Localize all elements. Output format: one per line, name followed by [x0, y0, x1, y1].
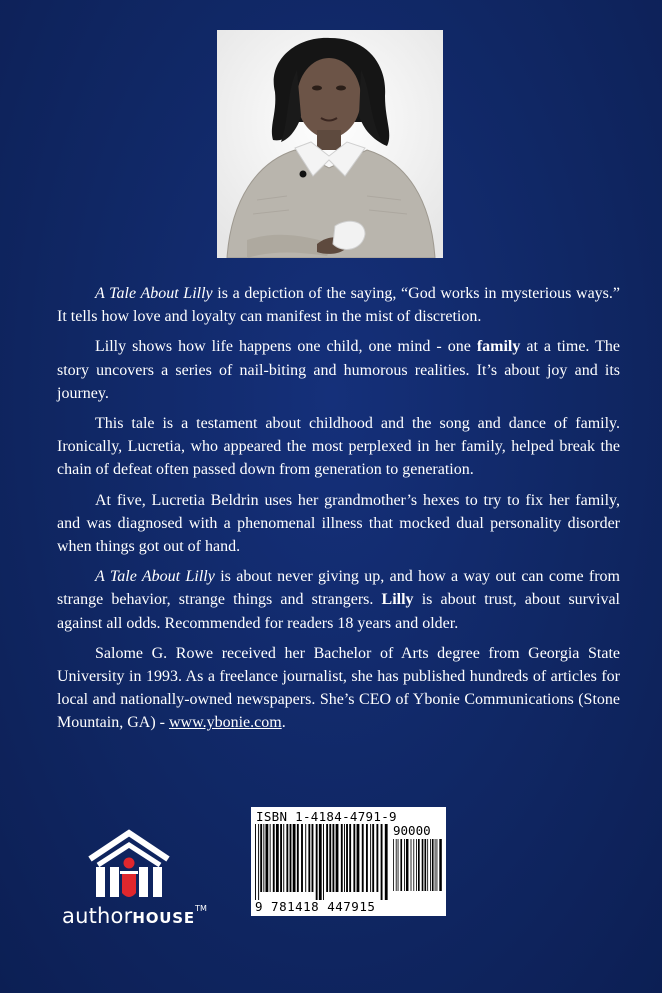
- isbn-number: ISBN 1-4184-4791-9: [256, 809, 397, 824]
- barcode-bar: [346, 824, 348, 892]
- barcode-bar: [305, 824, 306, 892]
- barcode-bar: [332, 824, 334, 892]
- barcode-bar: [258, 824, 259, 900]
- price-code: 90000: [393, 823, 431, 838]
- barcode-bar: [385, 824, 388, 900]
- barcode-bar: [398, 839, 399, 891]
- barcode-bar: [280, 824, 282, 892]
- trademark-mark: TM: [194, 904, 208, 913]
- barcode-bar: [432, 839, 434, 891]
- barcode-bar: [411, 839, 412, 891]
- barcode-bar: [316, 824, 318, 900]
- author-photo: [217, 30, 443, 258]
- barcode-bar: [297, 824, 299, 892]
- author-website-link[interactable]: www.ybonie.com: [168, 714, 282, 732]
- barcode-bar: [323, 824, 324, 900]
- barcode-bar: [404, 839, 405, 891]
- barcode-bar: [290, 824, 292, 892]
- barcode-bar: [435, 839, 436, 891]
- isbn-barcode: [251, 807, 446, 916]
- publisher-logo: [60, 826, 220, 926]
- barcode-bar: [370, 824, 371, 892]
- ean-barcode-bars: [255, 824, 389, 900]
- barcode-bar: [263, 824, 264, 892]
- barcode-bar: [286, 824, 288, 892]
- blurb-paragraph-3: This tale is a testament about childhood and the song and dance of family. Ironically, Lucretia, who appeared the most perplexed in her family, helped break the chain of defeat often passed down from generation to generation.: [57, 415, 620, 479]
- bio-text: Salome G. Rowe received her Bachelor of Arts degree from Georgia State University in 1993. As a freelance journalist, she has published hundreds of articles for local and nationally-owned newspapers. She’s CEO of Ybonie Communications (Stone Mountain, GA) -: [57, 644, 620, 732]
- author-portrait-image: [217, 30, 443, 258]
- blurb-text: is about trust, about survival against all odds. Recommended for readers 18 years and older.: [57, 591, 621, 632]
- barcode-bar: [406, 839, 409, 891]
- barcode-bar: [341, 824, 343, 892]
- barcode-bar: [293, 824, 296, 892]
- barcode-bar: [283, 824, 284, 892]
- blurb-paragraph-5: [57, 565, 620, 635]
- barcode-bar: [326, 824, 328, 892]
- barcode-bar: [265, 824, 268, 892]
- back-cover-blurb: [57, 282, 620, 742]
- barcode-bar: [416, 839, 417, 891]
- emphasis-lilly: Lilly: [381, 591, 414, 609]
- barcode-bar: [396, 839, 397, 891]
- barcode-bar: [430, 839, 431, 891]
- barcode-bar: [372, 824, 374, 892]
- house-logo-icon: [86, 829, 172, 901]
- book-title: A Tale About Lilly: [95, 568, 215, 586]
- barcode-bar: [319, 824, 322, 900]
- barcode-bar: [273, 824, 275, 892]
- book-title: A Tale About Lilly: [95, 285, 213, 302]
- barcode-bar: [329, 824, 331, 892]
- barcode-bar: [437, 839, 438, 891]
- barcode-bar: [366, 824, 368, 892]
- barcode-bar: [424, 839, 426, 891]
- barcode-bar: [422, 839, 424, 891]
- emphasis-family: family: [476, 338, 521, 356]
- barcode-bar: [260, 824, 262, 892]
- blurb-paragraph-1: [57, 282, 620, 328]
- ean-digits: 9 781418 447915: [255, 899, 376, 914]
- barcode-bar: [301, 824, 303, 892]
- publisher-name-part2: HOUSE: [132, 909, 195, 927]
- barcode-bar: [439, 839, 442, 891]
- blurb-text: is a depiction of the saying, “God works in mysterious ways.” It tells how love and loyalty can manifest in the mist of discretion.: [57, 285, 621, 326]
- barcode-bar: [312, 824, 314, 892]
- barcode-bar: [308, 824, 310, 892]
- barcode-bar: [393, 839, 394, 891]
- blurb-paragraph-4: At five, Lucretia Beldrin uses her grandmother’s hexes to try to fix her family, and was diagnosed with a phenomenal illness that mocked dual personality disorder when things got out of hand.: [57, 491, 620, 556]
- barcode-bar: [376, 824, 378, 892]
- barcode-bar: [427, 839, 428, 891]
- blurb-text: Lilly shows how life happens one child, one mind - one: [95, 338, 477, 356]
- blurb-paragraph-2: [57, 335, 620, 405]
- barcode-bar: [270, 824, 271, 892]
- author-bio: [57, 642, 620, 735]
- barcode-bar: [353, 824, 355, 892]
- barcode-bar: [418, 839, 420, 891]
- barcode-bar: [276, 824, 279, 892]
- publisher-name: [62, 904, 207, 928]
- publisher-name-part1: author: [62, 904, 133, 928]
- addon-barcode-bars: [393, 839, 443, 899]
- barcode-bar: [349, 824, 351, 892]
- blurb-text: at a time. The story uncovers a series of nail-biting and humorous realities. It’s about joy and its journey.: [57, 338, 621, 402]
- barcode-bar: [344, 824, 345, 892]
- barcode-bar: [255, 824, 256, 900]
- barcode-bar: [381, 824, 383, 900]
- bio-end: .: [281, 714, 286, 732]
- blurb-text: is about never giving up, and how a way out can come from strange behavior, strange things and strangers.: [57, 568, 621, 609]
- barcode-bar: [362, 824, 364, 892]
- barcode-bar: [413, 839, 414, 891]
- barcode-bar: [357, 824, 360, 892]
- barcode-bar: [400, 839, 402, 891]
- barcode-bar: [336, 824, 339, 892]
